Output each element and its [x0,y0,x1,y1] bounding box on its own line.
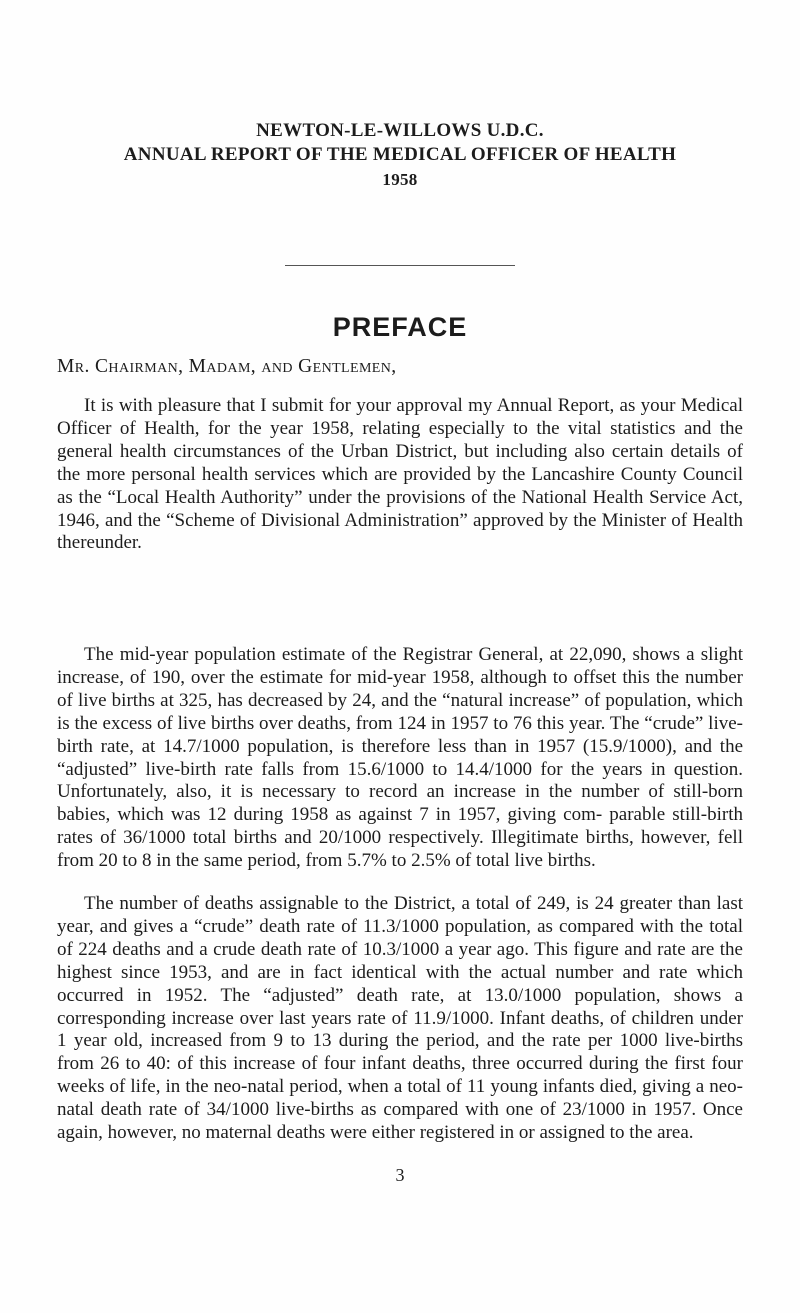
paragraph-population: The mid-year population estimate of the Registrar General, at 22,090, shows a slight increase, of 190, over the estimate for mid-year 1958, although to offset this the number of live births at 325, has decreased by 24, and the “natural increase” of population, which is the excess of live births over deaths, from 124 in 1957 to 76 this year. The “crude” live-birth rate, at 14.7/1000 population, is therefore less than in 1957 (15.9/1000), and the “adjusted” live-birth rate falls from 15.6/1000 to 14.4/1000 for the years in question. Unfortunately, also, it is necessary to record an increase in the number of still-born babies, which was 12 during 1958 as against 7 in 1957, giving com- parable still-birth rates of 36/1000 total births and 20/1000 respectively. Illegitimate births, however, fell from 20 to 8 in the same period, from 5.7% to 2.5% of total live births. [57,644,743,872]
paragraph-intro: It is with pleasure that I submit for your approval my Annual Report, as your Medical Officer of Health, for the year 1958, relating especially to the vital statistics and the general health circumstances of the Urban District, but including also certain details of the more personal health services which are provided by the Lancashire County Council as the “Local Health Authority” under the provisions of the National Health Service Act, 1946, and the “Scheme of Divisional Administration” approved by the Minister of Health thereunder. [57,395,743,554]
report-year: 1958 [382,170,418,189]
salutation: Mr. Chairman, Madam, and Gentlemen, [57,356,397,377]
divider-rule [285,265,515,266]
council-name: NEWTON-LE-WILLOWS U.D.C. [256,120,544,141]
report-title: ANNUAL REPORT OF THE MEDICAL OFFICER OF HEALTH [123,144,677,165]
paragraph-deaths: The number of deaths assignable to the District, a total of 249, is 24 greater than last year, and gives a “crude” death rate of 11.3/1000 population, as compared with the total of 224 deaths and a crude death rate of 10.3/1000 a year ago. This figure and rate are the highest since 1953, and are in fact identical with the actual number and rate which occurred in 1952. The “adjusted” death rate, at 13.0/1000 population, shows a corresponding increase over last years rate of 11.9/1000. Infant deaths, of children under 1 year old, increased from 9 to 13 during the period, and the rate per 1000 live-births from 26 to 40: of this increase of four infant deaths, three occurred during the first four weeks of life, in the neo-natal period, when a total of 11 young infants died, giving a neo-natal death rate of 34/1000 live-births as compared with one of 23/1000 in 1957. Once again, however, no maternal deaths were either registered in or assigned to the area. [57,893,743,1144]
section-title: PREFACE [332,312,468,342]
page-number: 3 [395,1165,405,1185]
